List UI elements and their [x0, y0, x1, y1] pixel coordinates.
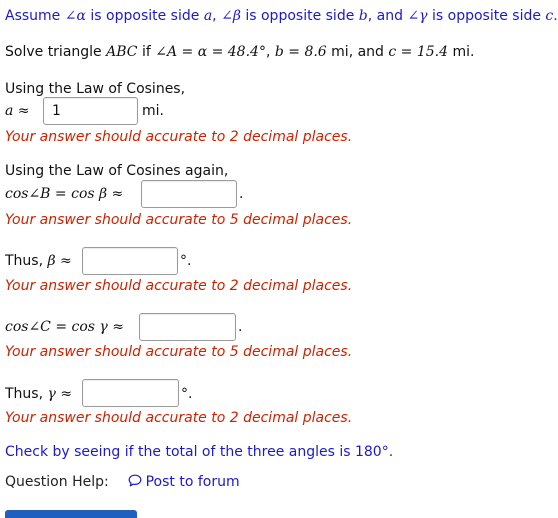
side-c: c — [545, 8, 554, 24]
intro-text-3: is opposite side — [240, 8, 359, 24]
beta-result-line — [5, 253, 72, 269]
side-b: b — [358, 8, 368, 24]
post-to-forum-label: Post to forum — [145, 474, 240, 490]
beta-expression: β ≈ — [47, 253, 72, 269]
step4-unit: . — [238, 319, 243, 335]
step2-label: Using the Law of Cosines again, — [5, 163, 229, 179]
step3-unit: °. — [180, 253, 192, 269]
side-a: a — [203, 8, 213, 24]
step4-precision-note: Your answer should accurate to 5 decimal places. — [5, 344, 353, 360]
submit-button[interactable] — [5, 510, 137, 518]
gamma-expression: γ ≈ — [47, 386, 73, 402]
angle-symbol: ∠ — [64, 8, 77, 24]
step5-precision-note: Your answer should accurate to 2 decimal places. — [5, 410, 353, 426]
cos-b-expression: cos∠B = cos β ≈ — [5, 186, 124, 202]
given-unit-1: mi, and — [326, 44, 389, 60]
given-prefix: Solve triangle — [5, 44, 107, 60]
gamma-result-line — [5, 386, 72, 402]
side-a-input[interactable] — [43, 97, 138, 125]
question-help — [5, 474, 240, 490]
cos-c-expression: cos∠C = cos γ ≈ — [5, 319, 124, 335]
side-b-value: b = 8.6 — [274, 44, 327, 60]
angle-symbol: ∠ — [221, 8, 233, 24]
step2-unit: . — [239, 186, 244, 202]
intro-end: . — [553, 8, 558, 24]
given-sep: , — [265, 44, 275, 60]
intro-text-4: , and — [367, 8, 408, 24]
problem-statement — [5, 44, 474, 60]
step5-unit: °. — [181, 386, 193, 402]
thus-label: Thus, — [5, 253, 48, 269]
beta-symbol: β — [232, 8, 241, 24]
intro-prefix: Assume — [5, 8, 65, 24]
problem-assumption — [5, 8, 558, 24]
alpha-symbol: α — [76, 8, 86, 24]
beta-input[interactable] — [82, 247, 178, 275]
check-instruction: Check by seeing if the total of the three angles is 180°. — [5, 444, 394, 460]
intro-text-2: , — [212, 8, 222, 24]
speech-bubble-icon — [128, 474, 142, 487]
intro-text-1: is opposite side — [85, 8, 204, 24]
question-help-label: Question Help: — [5, 474, 109, 490]
cos-b-input[interactable] — [141, 180, 237, 208]
step1-label: Using the Law of Cosines, — [5, 81, 186, 97]
step1-precision-note: Your answer should accurate to 2 decimal places. — [5, 129, 353, 145]
given-if: if — [137, 44, 156, 60]
triangle-name: ABC — [106, 44, 138, 60]
side-c-value: c = 15.4 — [388, 44, 449, 60]
angle-a-value: ∠A = α = 48.4° — [155, 44, 266, 60]
cos-c-input[interactable] — [139, 313, 236, 341]
step1-unit: mi. — [142, 103, 164, 119]
post-to-forum-link[interactable] — [128, 474, 240, 490]
thus-label: Thus, — [5, 386, 48, 402]
angle-symbol: ∠ — [407, 8, 420, 24]
gamma-symbol: γ — [419, 8, 428, 24]
given-unit-2: mi. — [448, 44, 475, 60]
step2-precision-note: Your answer should accurate to 5 decimal places. — [5, 212, 353, 228]
step1-variable: a ≈ — [5, 103, 30, 119]
step3-precision-note: Your answer should accurate to 2 decimal places. — [5, 278, 353, 294]
gamma-input[interactable] — [82, 379, 179, 407]
intro-text-5: is opposite side — [427, 8, 546, 24]
